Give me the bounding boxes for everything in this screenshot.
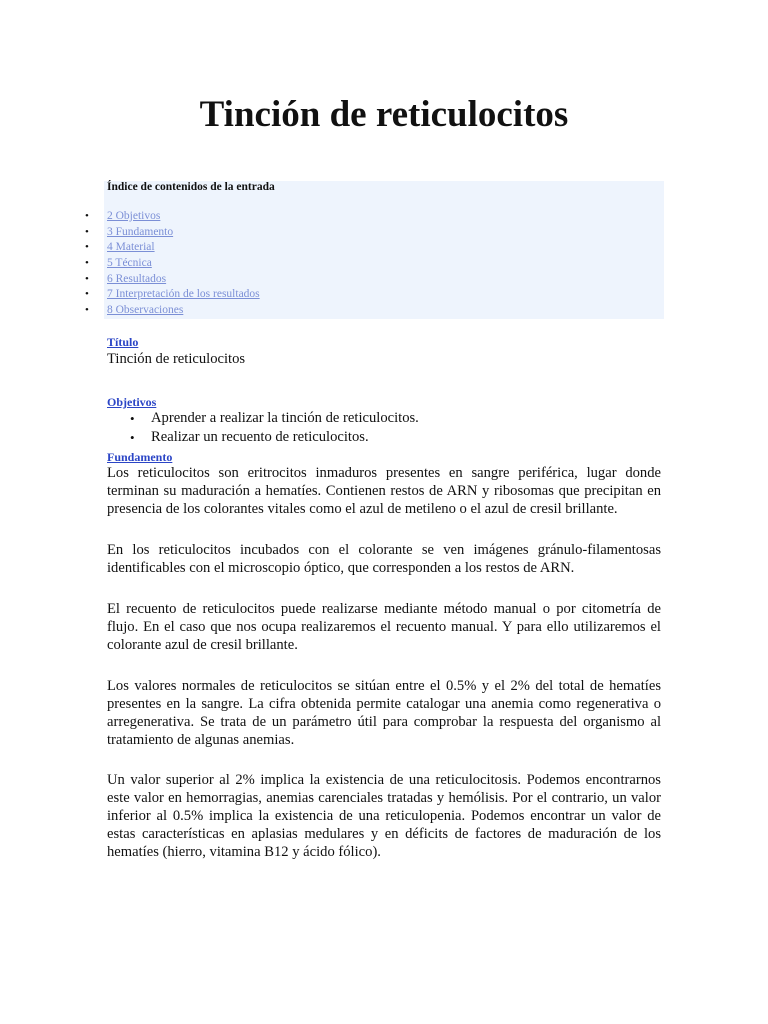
section-label-titulo[interactable]: Título <box>107 335 139 349</box>
toc-item <box>0 303 768 319</box>
list-item <box>0 409 768 428</box>
objetivos-list <box>0 409 768 447</box>
bullet-icon: • <box>85 210 89 222</box>
fundamento-paragraph: Los valores normales de reticulocitos se sitúan entre el 0.5% y el 2% del total de hematíes presentes en la sangre. La cifra obtenida permite catalogar una anemia como regenerativa o arregenerativa. Se trata de un parámetro útil para comprobar la respuesta del organismo al tratamiento de algunas anemias. <box>107 678 661 749</box>
fundamento-paragraph: Los reticulocitos son eritrocitos inmaduros presentes en sangre periférica, lugar donde terminan su maduración a hematíes. Contienen restos de ARN y ribosomas que precipitan en presencia de los colorantes vitales como el azul de metileno o el azul de cresil brillante. <box>107 465 661 518</box>
bullet-icon: • <box>85 272 89 285</box>
toc-item <box>0 287 768 303</box>
toc-item <box>0 225 768 241</box>
bullet-icon: • <box>85 303 89 316</box>
fundamento-paragraph: Un valor superior al 2% implica la existencia de una reticulocitosis. Podemos encontrarnos este valor en hemorragias, anemias carenciales tratadas y hemólisis. Por el contrario, un valor inferior al 0.5% implica la existencia de una reticulopenia. Podemos encontrar un valor de estas características en aplasias medulares y en déficits de factores de maduración de los hematíes (hierro, vitamina B12 y ácido fólico). <box>107 772 661 861</box>
bullet-icon: • <box>130 430 135 445</box>
toc-link-resultados[interactable]: 6 Resultados <box>107 272 167 285</box>
bullet-icon: • <box>85 288 89 301</box>
section-label-objetivos[interactable]: Objetivos <box>107 395 157 409</box>
toc-link-interpretacion[interactable]: 7 Interpretación de los resultados <box>107 288 260 301</box>
fundamento-paragraph: El recuento de reticulocitos puede realizarse mediante método manual o por citometría de flujo. En el caso que nos ocupa realizaremos el recuento manual. Y para ello utilizaremos el colorante azul de cresil brillante. <box>107 601 661 654</box>
bullet-icon: • <box>85 241 89 254</box>
bullet-icon: • <box>85 256 89 269</box>
section-label-fundamento[interactable]: Fundamento <box>107 450 173 464</box>
toc-list <box>0 209 768 319</box>
toc-link-observaciones[interactable]: 8 Observaciones <box>107 303 184 316</box>
bullet-icon: • <box>85 225 89 238</box>
toc-heading: Índice de contenidos de la entrada <box>107 181 275 193</box>
toc-link-tecnica[interactable]: 5 Técnica <box>107 256 152 269</box>
objetivo-text: Aprender a realizar la tinción de reticulocitos. <box>151 410 419 426</box>
toc-link-material[interactable]: 4 Material <box>107 241 155 254</box>
objetivo-text: Realizar un recuento de reticulocitos. <box>151 429 369 445</box>
toc-link-fundamento[interactable]: 3 Fundamento <box>107 225 174 238</box>
toc-item <box>0 209 768 225</box>
toc-item <box>0 240 768 256</box>
fundamento-paragraph: En los reticulocitos incubados con el colorante se ven imágenes gránulo-filamentosas identificables con el microscopio óptico, que corresponden a los restos de ARN. <box>107 542 661 577</box>
titulo-text: Tinción de reticulocitos <box>107 351 246 367</box>
list-item <box>0 428 768 447</box>
toc-item <box>0 272 768 288</box>
bullet-icon: • <box>130 411 135 426</box>
document-title: Tinción de reticulocitos <box>199 94 569 135</box>
toc-link-objetivos[interactable]: 2 Objetivos <box>107 210 161 222</box>
toc-item <box>0 256 768 272</box>
